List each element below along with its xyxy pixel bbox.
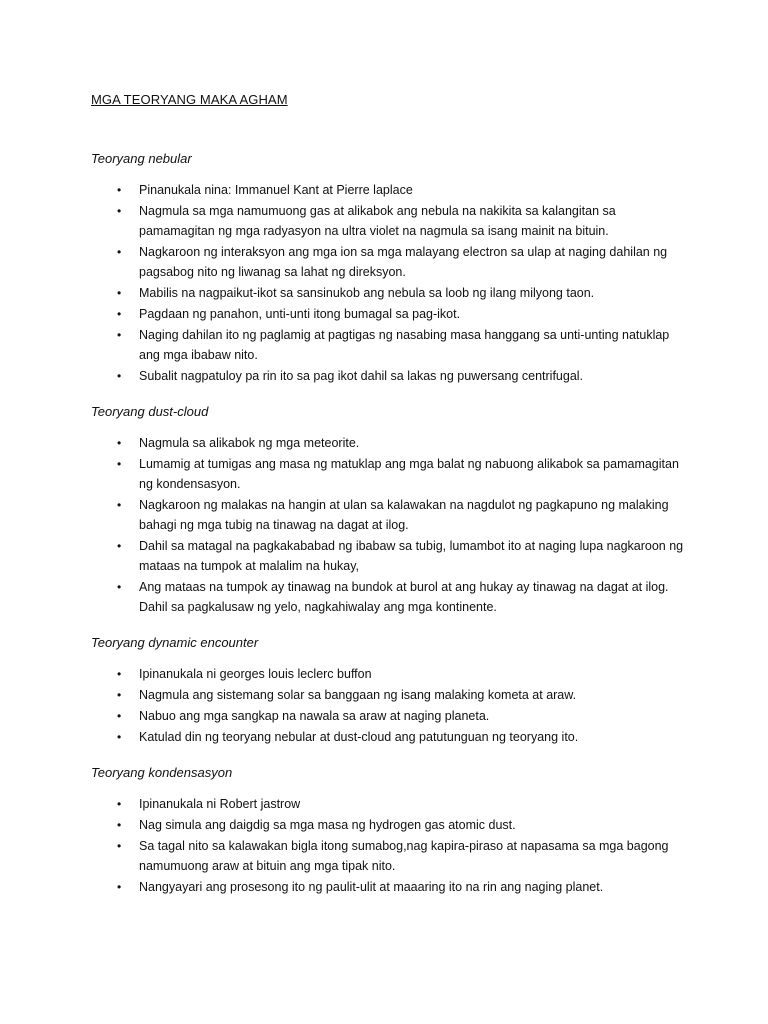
list-item-text: Nag simula ang daigdig sa mga masa ng hydrogen gas atomic dust. <box>139 818 516 832</box>
list-item <box>91 836 691 876</box>
list-item <box>91 180 691 200</box>
bullet-icon: • <box>117 369 122 383</box>
bullet-icon: • <box>117 797 122 811</box>
bullet-icon: • <box>117 688 122 702</box>
section-dust-cloud <box>91 404 691 617</box>
section-dynamic-encounter <box>91 635 691 747</box>
list-item-text: Nagkaroon ng malakas na hangin at ulan sa kalawakan na nagdulot ng pagkapuno ng malaking bahagi ng mga tubig na tinawag na dagat at ilog. <box>139 498 669 532</box>
bullet-icon: • <box>117 183 122 197</box>
list-item <box>91 201 691 241</box>
list-item-text: Nagmula sa alikabok ng mga meteorite. <box>139 436 360 450</box>
list-item <box>91 815 691 835</box>
bullet-icon: • <box>117 730 122 744</box>
list-item-text: Subalit nagpatuloy pa rin ito sa pag ikot dahil sa lakas ng puwersang centrifugal. <box>139 369 584 383</box>
bullet-icon: • <box>117 245 122 259</box>
list-item-text: Nagmula ang sistemang solar sa banggaan ng isang malaking kometa at araw. <box>139 688 577 702</box>
list-item-text: Naging dahilan ito ng paglamig at pagtigas ng nasabing masa hanggang sa unti-unting natuklap ang mga ibabaw nito. <box>139 328 670 362</box>
bullet-icon: • <box>117 307 122 321</box>
list-item <box>91 495 691 535</box>
list-item <box>91 664 691 684</box>
bullet-icon: • <box>117 539 122 553</box>
section-heading: Teoryang dust-cloud <box>91 404 209 419</box>
section-heading: Teoryang nebular <box>91 151 192 166</box>
list-item <box>91 706 691 726</box>
document-title: MGA TEORYANG MAKA AGHAM <box>91 92 288 107</box>
bullet-icon: • <box>117 580 122 594</box>
list-item <box>91 304 691 324</box>
list-item <box>91 727 691 747</box>
bullet-icon: • <box>117 880 122 894</box>
bullet-icon: • <box>117 457 122 471</box>
bullet-list <box>91 433 691 617</box>
document-page <box>91 92 691 915</box>
list-item <box>91 536 691 576</box>
bullet-list <box>91 664 691 747</box>
list-item <box>91 325 691 365</box>
list-item-text: Sa tagal nito sa kalawakan bigla itong sumabog,nag kapira-piraso at napasama sa mga bagong namumuong araw at bituin ang mga tipak nito. <box>139 839 669 873</box>
list-item <box>91 242 691 282</box>
list-item <box>91 877 691 897</box>
section-kondensasyon <box>91 765 691 897</box>
bullet-icon: • <box>117 839 122 853</box>
bullet-icon: • <box>117 328 122 342</box>
bullet-list <box>91 180 691 386</box>
bullet-icon: • <box>117 709 122 723</box>
bullet-icon: • <box>117 286 122 300</box>
list-item-text: Pinanukala nina: Immanuel Kant at Pierre laplace <box>139 183 413 197</box>
list-item-text: Pagdaan ng panahon, unti-unti itong bumagal sa pag-ikot. <box>139 307 461 321</box>
list-item-text: Katulad din ng teoryang nebular at dust-cloud ang patutunguan ng teoryang ito. <box>139 730 579 744</box>
list-item-text: Ipinanukala ni georges louis leclerc buffon <box>139 667 372 681</box>
bullet-icon: • <box>117 204 122 218</box>
list-item <box>91 283 691 303</box>
section-heading: Teoryang kondensasyon <box>91 765 233 780</box>
list-item-text: Dahil sa matagal na pagkakababad ng ibabaw sa tubig, lumambot ito at naging lupa nagkaroon ng mataas na tumpok at malalim na hukay, <box>139 539 684 573</box>
list-item <box>91 433 691 453</box>
bullet-list <box>91 794 691 897</box>
list-item-text: Nangyayari ang prosesong ito ng paulit-ulit at maaaring ito na rin ang naging planet. <box>139 880 604 894</box>
bullet-icon: • <box>117 667 122 681</box>
list-item-text: Nagmula sa mga namumuong gas at alikabok ang nebula na nakikita sa kalangitan sa pamamagitan ng mga radyasyon na ultra violet na nagmula sa isang mainit na bituin. <box>139 204 616 238</box>
list-item <box>91 685 691 705</box>
list-item-text: Lumamig at tumigas ang masa ng matuklap ang mga balat ng nabuong alikabok sa pamamagitan ng kondensasyon. <box>139 457 679 491</box>
list-item <box>91 794 691 814</box>
bullet-icon: • <box>117 498 122 512</box>
list-item-text: Ipinanukala ni Robert jastrow <box>139 797 301 811</box>
list-item <box>91 577 691 617</box>
list-item-text: Ang mataas na tumpok ay tinawag na bundok at burol at ang hukay ay tinawag na dagat at ilog. Dahil sa pagkalusaw ng yelo, nagkahiwalay ang mga kontinente. <box>139 580 669 614</box>
list-item <box>91 366 691 386</box>
bullet-icon: • <box>117 818 122 832</box>
bullet-icon: • <box>117 436 122 450</box>
list-item-text: Nabuo ang mga sangkap na nawala sa araw at naging planeta. <box>139 709 490 723</box>
list-item-text: Mabilis na nagpaikut-ikot sa sansinukob ang nebula sa loob ng ilang milyong taon. <box>139 286 595 300</box>
list-item-text: Nagkaroon ng interaksyon ang mga ion sa mga malayang electron sa ulap at naging dahilan ng pagsabog nito ng liwanag sa lahat ng direksyon. <box>139 245 668 279</box>
section-nebular <box>91 151 691 386</box>
list-item <box>91 454 691 494</box>
section-heading: Teoryang dynamic encounter <box>91 635 259 650</box>
